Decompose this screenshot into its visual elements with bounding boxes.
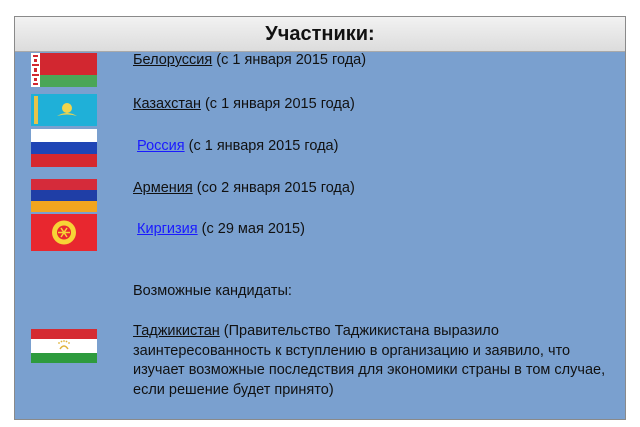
- member-note: (с 29 мая 2015): [197, 221, 305, 237]
- armenia-flag-icon: [31, 179, 97, 212]
- candidates-heading: Возможные кандидаты:: [133, 283, 292, 299]
- list-item: [133, 322, 619, 400]
- page-title: Участники:: [15, 17, 625, 52]
- member-note: (со 2 января 2015 года): [192, 180, 355, 196]
- belarus-flag-icon: [31, 53, 97, 87]
- candidate-link-tajikistan[interactable]: Таджикистан: [133, 323, 220, 339]
- kyrgyzstan-flag-icon: [31, 214, 97, 251]
- member-link-russia[interactable]: Россия: [137, 138, 185, 154]
- list-item: [133, 96, 355, 112]
- kazakhstan-flag-icon: [31, 94, 97, 126]
- member-link-kyrgyzstan[interactable]: Киргизия: [137, 221, 198, 237]
- list-item: [133, 180, 355, 196]
- tajikistan-flag-icon: [31, 329, 97, 363]
- member-link-kazakhstan[interactable]: Казахстан: [133, 96, 201, 112]
- slide-panel: [14, 16, 626, 420]
- member-note: (с 1 января 2015 года): [184, 138, 339, 154]
- member-link-belarus[interactable]: Белоруссия: [133, 52, 213, 68]
- member-note: (с 1 января 2015 года): [212, 52, 367, 68]
- member-link-armenia[interactable]: Армения: [133, 180, 193, 196]
- list-item: [133, 138, 338, 154]
- member-note: (с 1 января 2015 года): [200, 96, 355, 112]
- russia-flag-icon: [31, 129, 97, 167]
- list-item: [133, 52, 366, 68]
- list-item: [133, 221, 305, 237]
- candidate-note: (Правительство Таджикистана выразило заинтересованность к вступлению в организацию и заявило, что изучает возможные последствия для экономики страны в том случае, если решение будет принято): [133, 323, 606, 398]
